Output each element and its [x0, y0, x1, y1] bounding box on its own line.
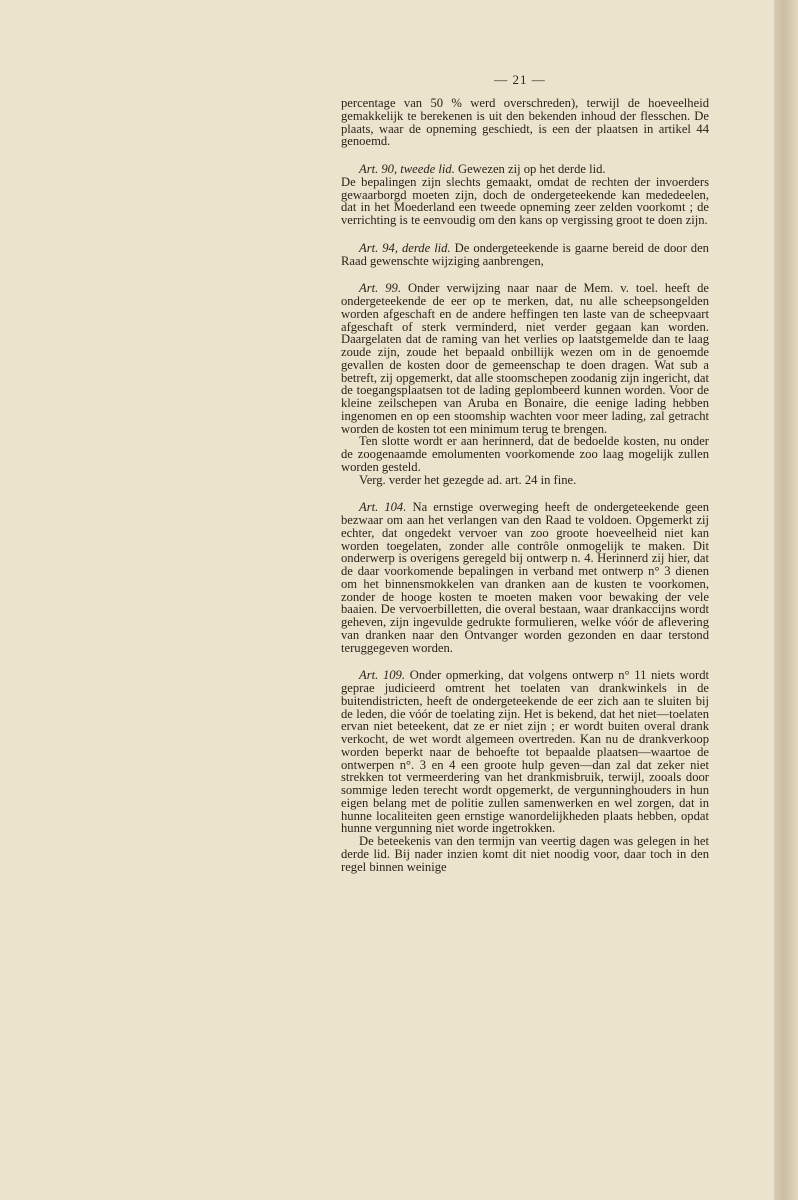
paragraph: De bepalingen zijn slechts gemaakt, omdat de rechten der invoerders gewaarborgd moeten zijn, doch de ondergeteekende kan mededeelen, dat in het Moederland een tweede opneming zeer zelden voorkomt ; de verrichting is te eenvoudig om den kans op vergissing groot te doen zijn.: [341, 174, 709, 227]
paragraph-text: Onder opmerking, dat volgens ontwerp n° 11 niets wordt geprae judicieerd omtrent het toelaten van drankwinkels in de buitendistricten, heeft de ondergeteekende de eer zich aan te sluiten bij de leden, die vóór de toelating zijn. Het is bekend, dat het niet—toelaten ervan niet beteekent, dat ze er niet zijn ; er wordt buiten overal drank verkocht, de wet wordt algemeen overtreden. Kan nu de drankverkoop worden beperkt naar de behoefte tot bepaalde plaatsen—waartoe de ontwerpen n°. 3 en 4 een groote hulp geven—dan zal dat zeker niet strekken tot vermeerdering van het drankmisbruik, terwijl, zooals door sommige leden terecht wordt opgemerkt, de vergunninghouders in hun eigen belang met de politie zullen samenwerken en wel zorgen, dat in hunne localiteiten geen ernstige wanordelijkheden plaats hebben, opdat hunne vergunning niet worde ingetrokken.: [341, 668, 710, 836]
document-body: [341, 97, 709, 873]
article-heading: Art. 104.: [359, 500, 407, 515]
paragraph: Ten slotte wordt er aan herinnerd, dat de bedoelde kosten, nu onder de zoogenaamde emolumenten voorkomende zoo laag mogelijk zullen worden gesteld.: [341, 434, 709, 474]
paragraph-art99: [341, 282, 709, 435]
paragraph-text: Gewezen zij op het derde lid.: [454, 162, 606, 176]
article-heading: Art. 109.: [359, 668, 405, 683]
paragraph-text: De ondergeteekende is gaarne bereid de door den Raad gewenschte wijziging aanbrengen,: [341, 240, 709, 268]
page-number: — 21 —: [494, 72, 546, 87]
paragraph: De beteekenis van den termijn van veertig dagen was gelegen in het derde lid. Bij nader inzien komt dit niet noodig voor, daar toch in den regel binnen weinige: [341, 834, 709, 874]
paragraph-text: Na ernstige overweging heeft de ondergeteekende geen bezwaar om aan het verlangen van den Raad te voldoen. Opgemerkt zij echter, dat ongedekt vervoer van zoo groote hoeveelheid niet kan worden toegelaten, zonder alle contrôle onmogelijk te maken. Dit onderwerp is overigens geregeld bij ontwerp n. 4. Herinnerd zij hier, dat de daar voorkomende bepalingen in verband met ontwerp n° 3 dienen om het binnensmokkelen van dranken aan de kusten te voorkomen, zonder de hooge kosten te moeten maken voor bewaking der vele baaien. De vervoerbilletten, die overal bestaan, waar drankaccijns wordt geheven, zijn ingevulde gedrukte formulieren, welke vóór de aflevering van dranken naar den Ontvanger worden gezonden en daar terstond teruggegeven worden.: [341, 500, 709, 655]
paragraph-art90: [341, 163, 709, 176]
paragraph-art109: [341, 669, 709, 835]
article-heading: Art. 94, derde lid.: [359, 240, 451, 255]
article-heading: Art. 90, tweede lid.: [359, 162, 455, 176]
paragraph-art94: [341, 242, 709, 268]
page-gutter: [774, 0, 798, 1200]
paragraph: percentage van 50 % werd overschreden), terwijl de hoeveelheid gemakkelijk te berekenen is uit den bekenden inhoud der flesschen. De plaats, waar de opneming geschiedt, is een der plaatsen in artikel 44 genoemd.: [341, 96, 709, 149]
paragraph: Verg. verder het gezegde ad. art. 24 in fine.: [359, 472, 577, 487]
paragraph-text: Onder verwijzing naar naar de Mem. v. toel. heeft de ondergeteekende de eer op te merken, dat, nu alle scheepsongelden worden afgeschaft en de andere heffingen ten laste van de scheepvaart afgeschaft of sterk verminderd, niet verder gegaan kan worden. Daargelaten dat de raming van het verlies op laatstgemelde dan te laag zoude zijn, zoude het bepaald onbillijk wezen om in de genoemde gevallen de kosten door de gemeenschap te doen dragen. Wat sub a betreft, zij opgemerkt, dat alle stoomschepen zoodanig zijn ingericht, dat de toegangsplaatsen tot de lading geplombeerd kunnen worden. Voor de kleine zeilschepen van Aruba en Bonaire, die eenige lading hebben ingenomen en op een stoomship wachten voor meer lading, zal getracht worden de kosten tot een minimum terug te brengen.: [341, 281, 709, 436]
article-heading: Art. 99.: [359, 281, 401, 296]
paragraph-art104: [341, 501, 709, 654]
